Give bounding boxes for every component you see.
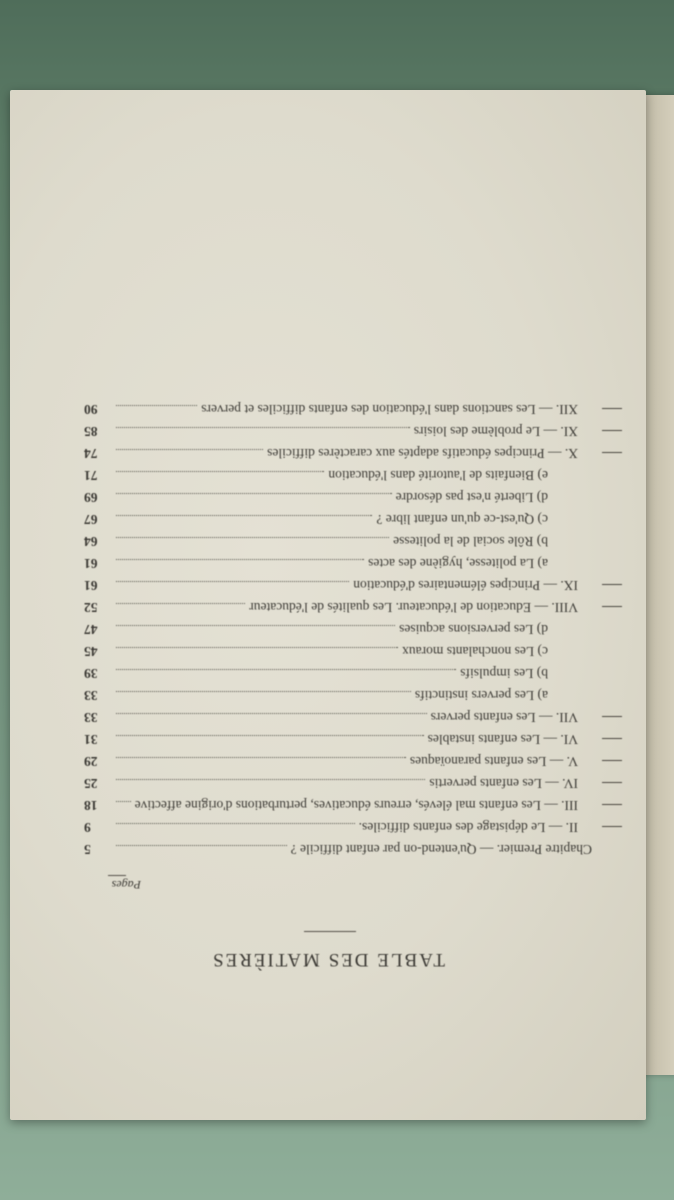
toc-entry-page-number: 71 xyxy=(84,468,98,483)
pages-column-label: Pages xyxy=(111,878,141,892)
toc-entry-title: e) Bienfaits de l'autorité dans l'éducation xyxy=(328,468,548,483)
toc-entry xyxy=(84,467,574,484)
toc-entry-page-number: 67 xyxy=(84,512,98,527)
toc-entry-title: VIII. — Education de l'éducateur. Les qualités de l'éducateur xyxy=(249,600,578,615)
toc-entry-body xyxy=(84,753,592,770)
chapter-dash xyxy=(602,606,622,607)
toc-entry xyxy=(84,555,574,572)
toc-entry-page-number: 85 xyxy=(84,424,98,439)
toc-entry-body xyxy=(84,797,592,814)
toc-entry-page-number: 25 xyxy=(84,776,98,791)
toc-entry xyxy=(84,511,574,528)
toc-entry-title: V. — Les enfants paranoïaques xyxy=(409,754,578,769)
dot-leader xyxy=(116,845,287,846)
chapter-dash xyxy=(602,452,622,453)
chapter-dash xyxy=(602,826,622,827)
toc-entry-title: a) La politesse, hygiène des actes xyxy=(368,556,548,571)
toc-entry-body xyxy=(84,467,592,484)
toc-entry-body xyxy=(84,445,592,462)
toc-entry xyxy=(84,533,574,550)
toc-entry-body xyxy=(84,401,592,418)
dot-leader xyxy=(116,801,131,802)
toc-entry-title: d) Liberté n'est pas désordre xyxy=(395,490,548,505)
toc-entry-body xyxy=(84,599,592,616)
toc-entry-body xyxy=(84,577,592,594)
table-of-contents xyxy=(84,396,592,858)
dot-leader xyxy=(116,537,389,538)
toc-entry-title: a) Les pervers instinctifs xyxy=(414,688,548,703)
toc-entry-body xyxy=(84,423,592,440)
dot-leader xyxy=(116,757,406,758)
toc-entry xyxy=(84,599,578,616)
toc-entry-page-number: 5 xyxy=(84,842,91,857)
toc-entry-page-number: 39 xyxy=(84,666,98,681)
chapter-dash xyxy=(602,584,622,585)
chapter-dash xyxy=(602,408,622,409)
toc-entry-body xyxy=(84,533,592,550)
toc-entry-page-number: 45 xyxy=(84,644,98,659)
toc-entry-page-number: 29 xyxy=(84,754,98,769)
chapter-dash xyxy=(602,782,622,783)
chapter-dash xyxy=(602,804,622,805)
toc-entry-title: c) Les nonchalants moraux xyxy=(402,644,548,659)
chapter-dash xyxy=(602,760,622,761)
toc-entry-page-number: 74 xyxy=(84,446,98,461)
toc-entry-title: d) Les perversions acquises xyxy=(399,622,548,637)
toc-entry xyxy=(84,621,574,638)
dot-leader xyxy=(116,779,425,780)
toc-entry-body xyxy=(84,489,592,506)
toc-entry-body xyxy=(84,621,592,638)
dot-leader xyxy=(116,823,355,824)
chapter-dash xyxy=(602,716,622,717)
toc-entry-title: III. — Les enfants mal élevés, erreurs éducatives, perturbations d'origine affective xyxy=(134,798,578,813)
dot-leader xyxy=(116,669,456,670)
toc-entry xyxy=(84,775,578,792)
toc-entry-page-number: 90 xyxy=(84,402,98,417)
toc-entry-body xyxy=(84,665,592,682)
dot-leader xyxy=(116,713,427,714)
toc-entry xyxy=(84,709,578,726)
toc-entry xyxy=(84,687,574,704)
page-content-upside-down xyxy=(10,90,646,1120)
toc-entry-body xyxy=(84,731,592,748)
toc-entry-page-number: 61 xyxy=(84,556,98,571)
toc-entry xyxy=(84,797,578,814)
toc-entry-body xyxy=(84,511,592,528)
dot-leader xyxy=(116,625,395,626)
toc-entry xyxy=(84,401,578,418)
toc-entry-title: c) Qu'est-ce qu'un enfant libre ? xyxy=(376,512,548,527)
toc-entry xyxy=(84,445,578,462)
toc-entry-title: b) Rôle social de la politesse xyxy=(393,534,548,549)
toc-entry-page-number: 69 xyxy=(84,490,98,505)
dot-leader xyxy=(116,735,424,736)
toc-entry-title: b) Les impulsifs xyxy=(460,666,548,681)
chapter-dash xyxy=(602,430,622,431)
toc-entry-page-number: 52 xyxy=(84,600,98,615)
toc-entry-body xyxy=(84,775,592,792)
toc-entry xyxy=(84,643,574,660)
title-rule xyxy=(304,931,356,932)
toc-entry-body xyxy=(84,643,592,660)
dot-leader xyxy=(116,603,245,604)
dot-leader xyxy=(116,515,372,516)
toc-entry xyxy=(84,753,578,770)
book-page xyxy=(10,90,646,1120)
toc-entry-title: IV. — Les enfants pervertis xyxy=(429,776,578,791)
toc-entry xyxy=(84,665,574,682)
toc-entry-page-number: 33 xyxy=(84,688,98,703)
toc-entry xyxy=(84,731,578,748)
dot-leader xyxy=(116,405,197,406)
toc-entry-page-number: 18 xyxy=(84,798,98,813)
toc-entry-page-number: 61 xyxy=(84,578,98,593)
dot-leader xyxy=(116,493,392,494)
toc-entry-body xyxy=(84,709,592,726)
toc-entry xyxy=(84,423,578,440)
toc-entry-page-number: 31 xyxy=(84,732,98,747)
toc-entry-title: VI. — Les enfants instables xyxy=(427,732,578,747)
dot-leader xyxy=(116,647,398,648)
toc-entry-page-number: 64 xyxy=(84,534,98,549)
toc-entry-title: X. — Principes éducatifs adaptés aux caractères difficiles xyxy=(267,446,578,461)
toc-entry-title: XI. — Le problème des loisirs xyxy=(413,424,578,439)
dot-leader xyxy=(116,581,349,582)
toc-entry-title: VII. — Les enfants pervers xyxy=(430,710,578,725)
toc-entry xyxy=(84,577,578,594)
page-title: TABLE DES MATIÈRES xyxy=(211,949,445,970)
toc-entry-page-number: 9 xyxy=(84,820,91,835)
toc-entry xyxy=(84,841,592,858)
toc-entry-body xyxy=(84,841,592,858)
toc-entry-page-number: 47 xyxy=(84,622,98,637)
toc-entry xyxy=(84,819,578,836)
dot-leader xyxy=(116,559,364,560)
toc-entry-body xyxy=(84,819,592,836)
dot-leader xyxy=(116,449,263,450)
toc-entry xyxy=(84,489,574,506)
toc-entry-body xyxy=(84,687,592,704)
toc-entry-title: Chapitre Premier. — Qu'entend-on par enfant difficile ? xyxy=(290,842,592,857)
toc-entry-body xyxy=(84,555,592,572)
dot-leader xyxy=(116,427,410,428)
toc-entry-page-number: 33 xyxy=(84,710,98,725)
dot-leader xyxy=(116,691,411,692)
toc-entry-title: XII. — Les sanctions dans l'éducation des enfants difficiles et pervers xyxy=(201,402,578,417)
toc-entry-title: IX. — Principes élémentaires d'éducation xyxy=(353,578,578,593)
dot-leader xyxy=(116,471,324,472)
pages-column-mark xyxy=(108,875,126,876)
chapter-dash xyxy=(602,738,622,739)
toc-entry-title: II. — Le dépistage des enfants difficiles. xyxy=(358,820,578,835)
